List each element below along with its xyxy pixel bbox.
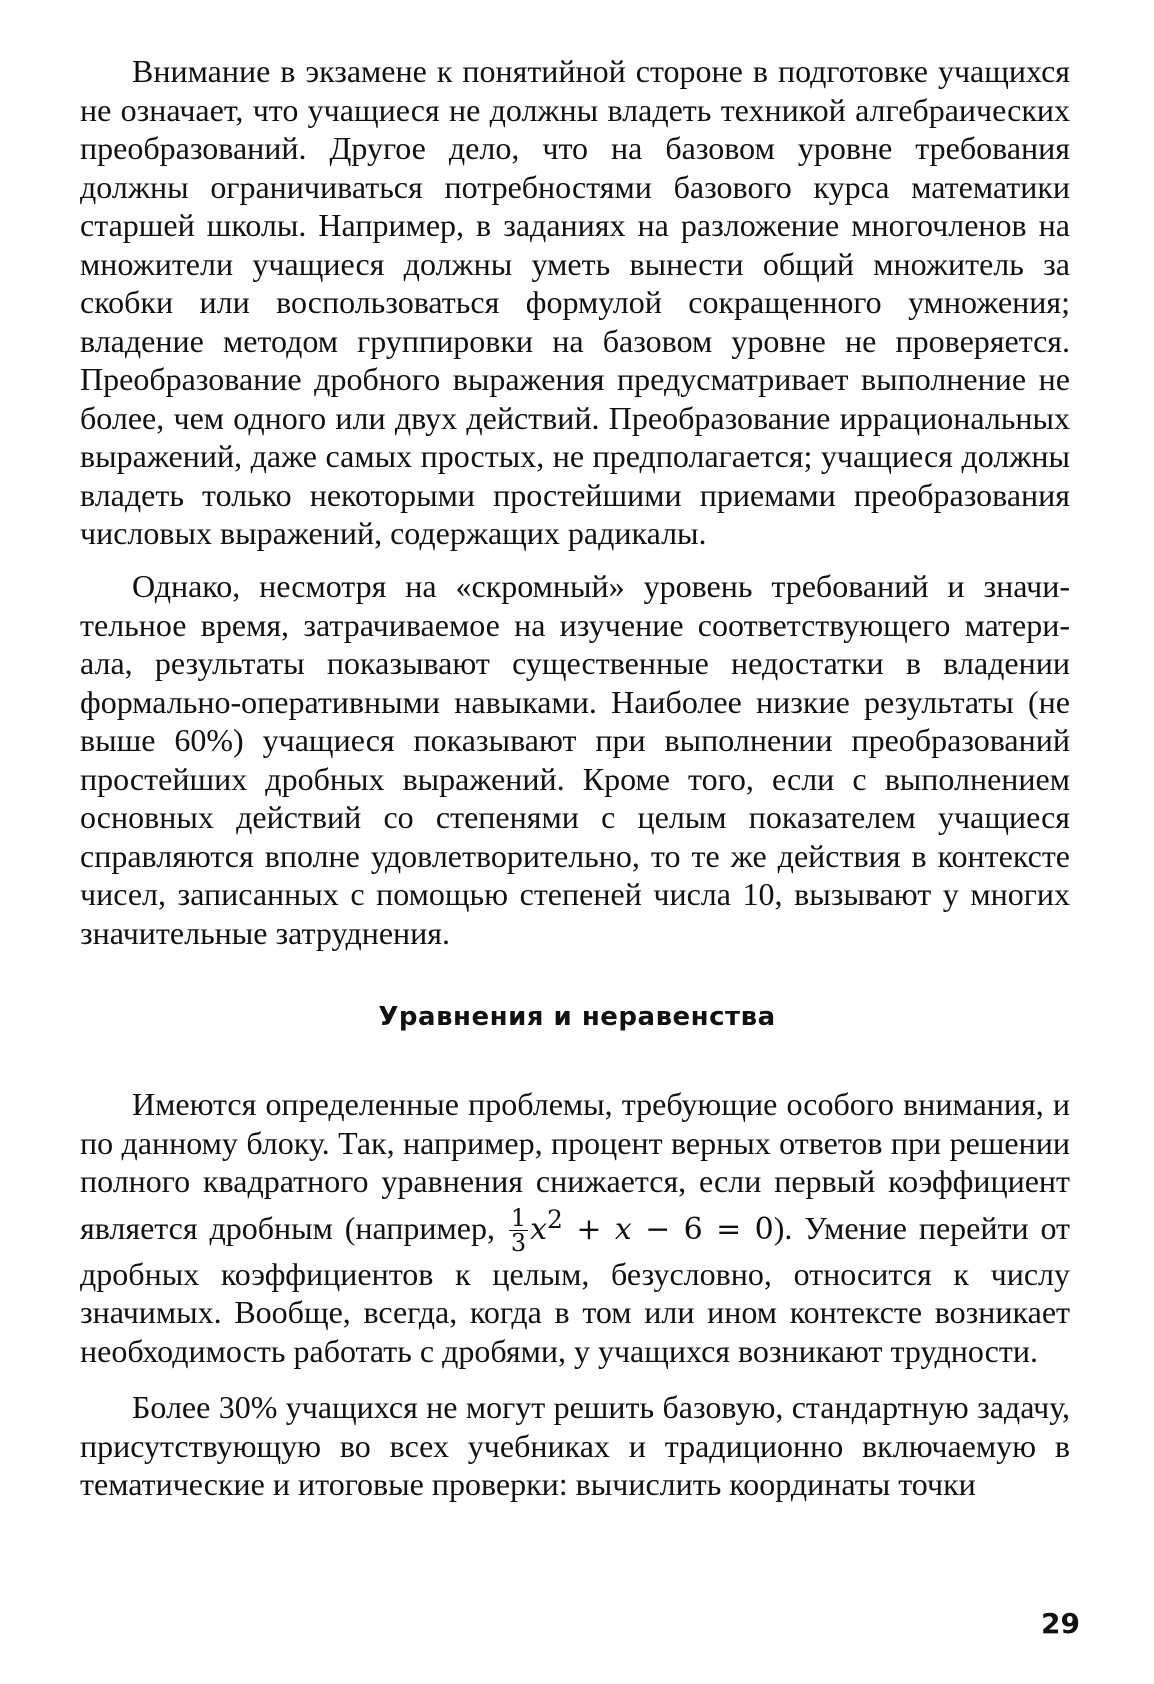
quadratic-equation-formula: [507, 1203, 774, 1257]
formula-rest: − 6 = 0: [631, 1211, 774, 1247]
formula-variable: x: [530, 1211, 548, 1247]
formula-linear-variable: x: [614, 1211, 632, 1247]
section-heading: Уравнения и неравенства: [378, 1002, 776, 1032]
paragraph-2: [80, 567, 1070, 952]
paragraph-1-text: Внимание в экзамене к понятийной стороне в подготовке учащихся не означает, что учащиеся не должны владеть техникой алгебраических преобразований. Другое дело, что на базовом уровне требования должны ограничиваться потребностями базового курса математики старшей школы. Например, в заданиях на разложение многочленов на множители учащиеся должны уметь вынести общий множитель за скобки или воспользоваться формулой сокращенного умножения; владение методом группировки на базовом уровне не проверяется. Преобразование дробного выражения предусматривает выполнение не более, чем одного или двух действий. Преобразование иррациональных выражений, даже самых простых, не предполагается; учащиеся должны владеть только некоторыми простейшими приемами преобразования числовых выражений, содержащих радикалы.: [80, 53, 1070, 551]
paragraph-4: [80, 1388, 1070, 1504]
paragraph-4-text: Более 30% учащихся не могут решить базовую, стандартную задачу, присутствующую во всех учебниках и традиционно включаемую в тематические и итоговые проверки: вычислить координаты точки: [80, 1389, 1070, 1502]
fraction-numerator: 1: [510, 1203, 527, 1232]
paragraph-3-text: [80, 1085, 1070, 1370]
paragraph-3-text-after: ). Умение перейти от дробных коэффициентов к целым, безусловно, относится к числу значимых. Вообще, всегда, когда в том или ином контексте возникает необходимость работать с дробями, у учащихся возникают трудности.: [80, 1209, 1070, 1369]
formula-exponent: 2: [547, 1204, 563, 1234]
paragraph-1: [80, 52, 1070, 553]
formula-plus: +: [562, 1211, 615, 1247]
fraction-one-third: [509, 1203, 528, 1257]
paragraph-3: [80, 1085, 1070, 1370]
page-number: 29: [1041, 1607, 1080, 1640]
paragraph-3-text-before: Имеются определенные проблемы, требующие особого внимания, и по данному блоку. Так, например, процент верных ответов при решении полного квадратного уравнения снижается, если первый коэффициент является дробным (например,: [80, 1086, 1070, 1246]
paragraph-2-text: Однако, несмотря на «скромный» уровень требований и значительное время, затрачиваемое на изучение соответствующего материала, результаты показывают существенные недостатки в владении формально-оперативными навыками. Наиболее низкие результаты (не выше 60%) учащиеся показывают при выполнении преобразований простейших дробных выражений. Кроме того, если с выполнением основных действий со степенями с целым показателем учащиеся справляются вполне удовлетворительно, то те же действия в контексте чисел, записанных с помощью степеней числа 10, вызывают у многих значительные затруднения.: [80, 568, 1070, 951]
fraction-denominator: 3: [510, 1228, 527, 1257]
